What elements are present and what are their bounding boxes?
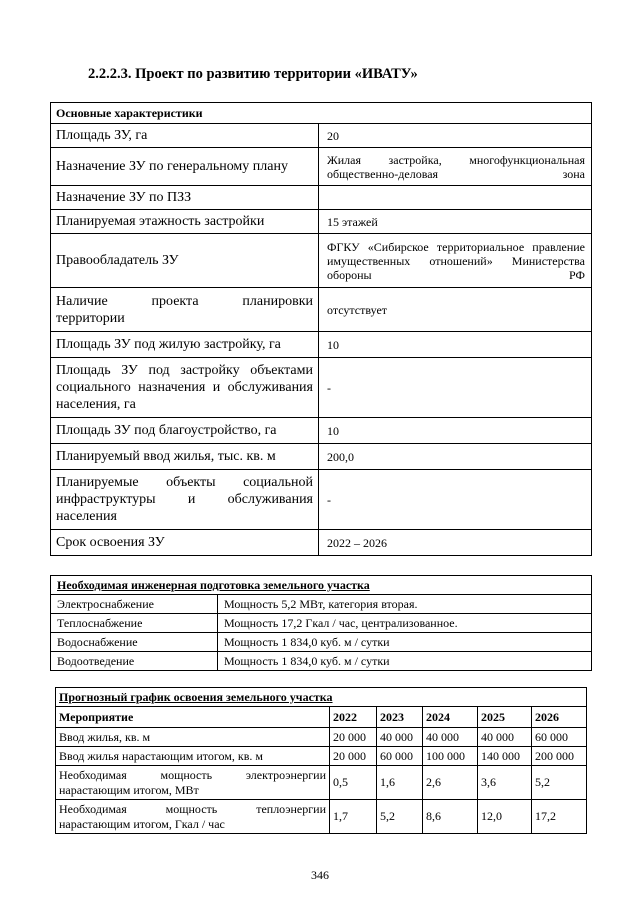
- row-label: Назначение ЗУ по генеральному плану: [51, 148, 319, 186]
- cell-value: 17,2: [532, 800, 587, 834]
- row-label: Площадь ЗУ под благоустройство, га: [51, 418, 319, 444]
- row-value: 2022 – 2026: [319, 530, 592, 556]
- table-row: [56, 747, 587, 766]
- engineering-table-header: Необходимая инженерная подготовка земельного участка: [51, 576, 592, 595]
- cell-value: 20 000: [330, 728, 377, 747]
- table-row: [51, 530, 592, 556]
- row-value: 10: [319, 418, 592, 444]
- table-row: [51, 418, 592, 444]
- row-label: Необходимая мощность электроэнергии нарастающим итогом, МВт: [56, 766, 330, 800]
- row-label: Наличие проекта планировки территории: [51, 288, 319, 332]
- cell-value: 8,6: [423, 800, 478, 834]
- table-row: [51, 652, 592, 671]
- row-value: [319, 186, 592, 210]
- row-label: Площадь ЗУ под жилую застройку, га: [51, 332, 319, 358]
- row-label: Площадь ЗУ под застройку объектами социального назначения и обслуживания населения, га: [51, 358, 319, 418]
- row-label: Электроснабжение: [51, 595, 218, 614]
- table-row: [51, 444, 592, 470]
- table-row: [51, 358, 592, 418]
- cell-value: 5,2: [377, 800, 423, 834]
- cell-value: 2,6: [423, 766, 478, 800]
- cell-value: 200 000: [532, 747, 587, 766]
- table-row: [51, 470, 592, 530]
- engineering-table: [50, 575, 592, 671]
- column-header-year: 2025: [478, 707, 532, 728]
- column-header-activity: Мероприятие: [56, 707, 330, 728]
- row-label: Ввод жилья, кв. м: [56, 728, 330, 747]
- row-label: Срок освоения ЗУ: [51, 530, 319, 556]
- cell-value: 5,2: [532, 766, 587, 800]
- column-header-year: 2022: [330, 707, 377, 728]
- table-row: [51, 332, 592, 358]
- row-label: Необходимая мощность теплоэнергии нарастающим итогом, Гкал / час: [56, 800, 330, 834]
- forecast-table-header: Прогнозный график освоения земельного участка: [56, 688, 587, 707]
- column-header-year: 2024: [423, 707, 478, 728]
- table-row: [51, 186, 592, 210]
- row-label: Ввод жилья нарастающим итогом, кв. м: [56, 747, 330, 766]
- column-header-year: 2026: [532, 707, 587, 728]
- table-header-row: [56, 707, 587, 728]
- row-label: Водоотведение: [51, 652, 218, 671]
- cell-value: 40 000: [423, 728, 478, 747]
- row-label: Планируемые объекты социальной инфраструктуры и обслуживания населения: [51, 470, 319, 530]
- row-label: Планируемый ввод жилья, тыс. кв. м: [51, 444, 319, 470]
- table-row: [56, 766, 587, 800]
- table-row: [51, 595, 592, 614]
- main-table-header: Основные характеристики: [51, 103, 592, 124]
- cell-value: 20 000: [330, 747, 377, 766]
- table-row: [51, 210, 592, 234]
- table-row: [51, 614, 592, 633]
- cell-value: 12,0: [478, 800, 532, 834]
- page-number: 346: [311, 868, 329, 882]
- cell-value: 140 000: [478, 747, 532, 766]
- cell-value: 0,5: [330, 766, 377, 800]
- cell-value: 40 000: [478, 728, 532, 747]
- main-characteristics-table: [50, 102, 592, 556]
- cell-value: 60 000: [532, 728, 587, 747]
- table-row: [51, 288, 592, 332]
- row-label: Планируемая этажность застройки: [51, 210, 319, 234]
- cell-value: 40 000: [377, 728, 423, 747]
- row-label: Площадь ЗУ, га: [51, 124, 319, 148]
- table-row: [51, 633, 592, 652]
- table-row: [56, 800, 587, 834]
- cell-value: 1,7: [330, 800, 377, 834]
- forecast-table: [55, 687, 587, 834]
- row-value: отсутствует: [319, 288, 592, 332]
- row-value: 15 этажей: [319, 210, 592, 234]
- column-header-year: 2023: [377, 707, 423, 728]
- table-row: [51, 234, 592, 288]
- table-row: [51, 148, 592, 186]
- cell-value: 100 000: [423, 747, 478, 766]
- row-value: Мощность 5,2 МВт, категория вторая.: [218, 595, 592, 614]
- row-value: 10: [319, 332, 592, 358]
- row-value: 200,0: [319, 444, 592, 470]
- cell-value: 3,6: [478, 766, 532, 800]
- row-value: Мощность 1 834,0 куб. м / сутки: [218, 652, 592, 671]
- section-title: 2.2.2.3. Проект по развитию территории «ИВАТУ»: [88, 66, 418, 82]
- row-label: Назначение ЗУ по ПЗЗ: [51, 186, 319, 210]
- cell-value: 60 000: [377, 747, 423, 766]
- row-value: Мощность 17,2 Гкал / час, централизованное.: [218, 614, 592, 633]
- table-row: [51, 124, 592, 148]
- row-value: -: [319, 358, 592, 418]
- row-value: 20: [319, 124, 592, 148]
- row-label: Водоснабжение: [51, 633, 218, 652]
- row-label: Правообладатель ЗУ: [51, 234, 319, 288]
- row-value: Жилая застройка, многофункциональная общественно-деловая зона: [319, 148, 592, 186]
- row-value: ФГКУ «Сибирское территориальное правление имущественных отношений» Министерства обороны РФ: [319, 234, 592, 288]
- row-value: Мощность 1 834,0 куб. м / сутки: [218, 633, 592, 652]
- row-value: -: [319, 470, 592, 530]
- cell-value: 1,6: [377, 766, 423, 800]
- row-label: Теплоснабжение: [51, 614, 218, 633]
- table-row: [56, 728, 587, 747]
